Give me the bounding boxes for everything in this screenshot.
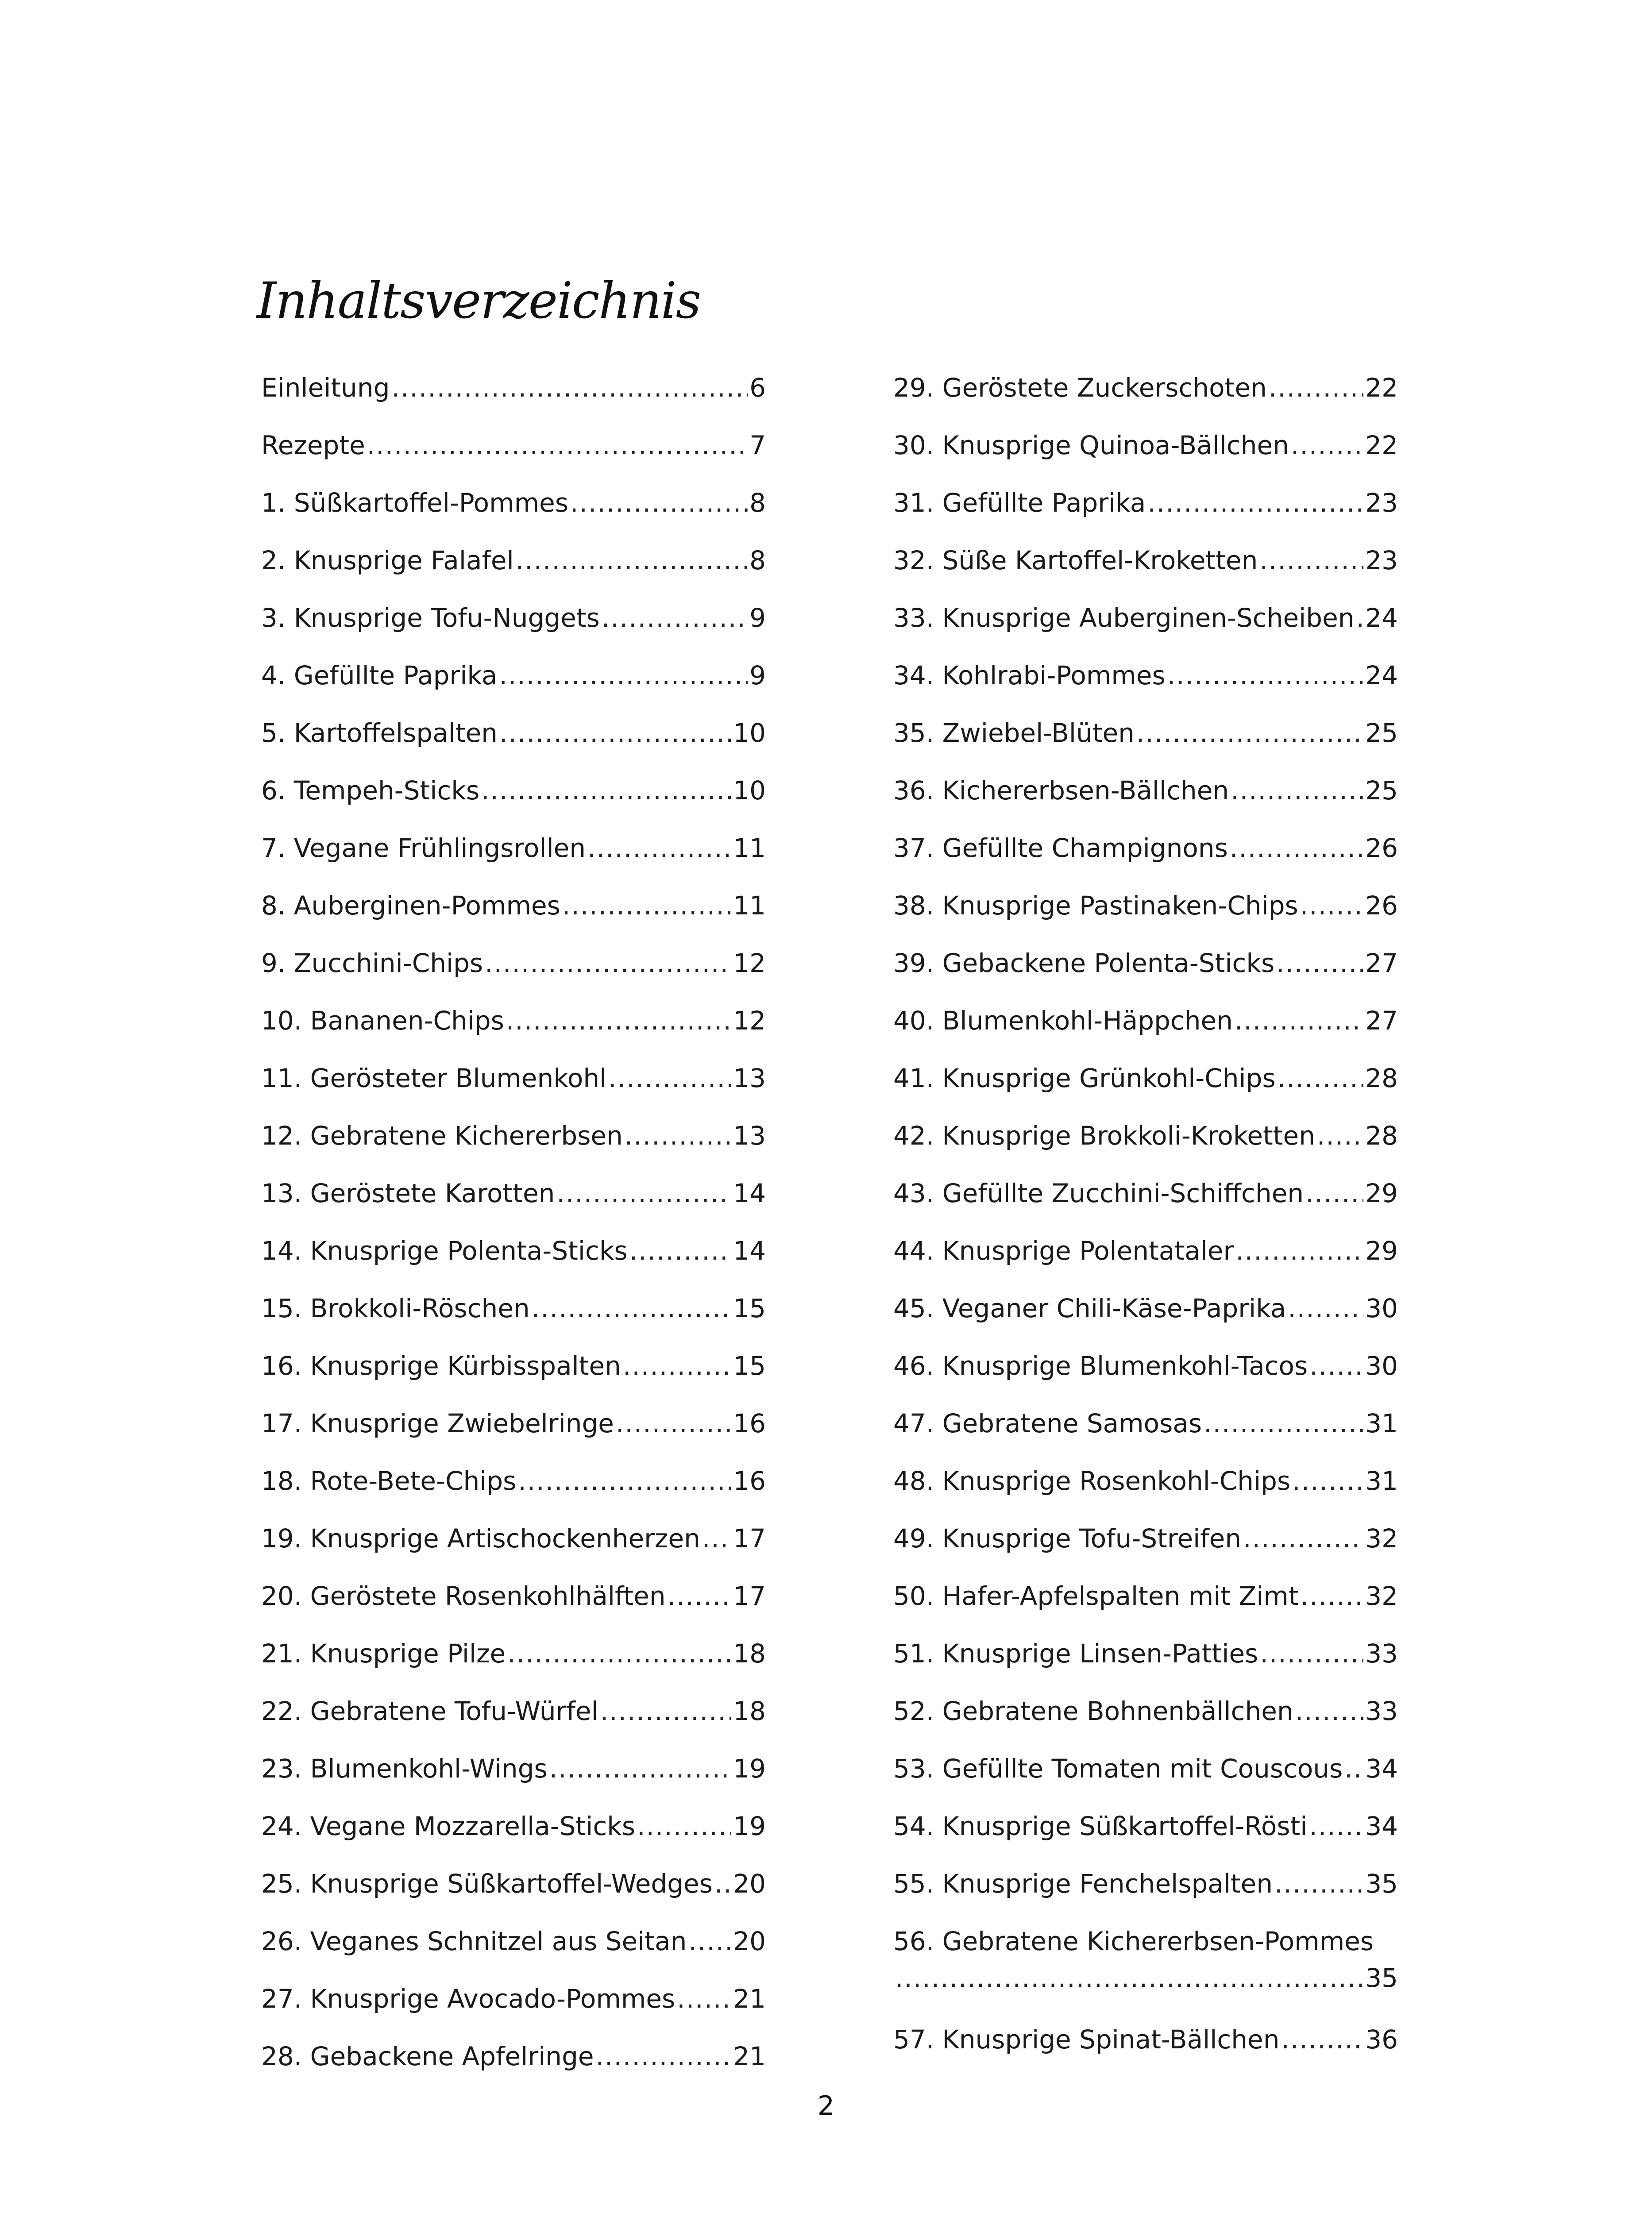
toc-entry[interactable]	[893, 711, 1398, 768]
toc-entry-page: 34	[1365, 1754, 1398, 1784]
page-title: Inhaltsverzeichnis	[257, 272, 701, 330]
toc-entry-title: 40. Blumenkohl-Häppchen	[893, 1006, 1233, 1036]
toc-entry-page: 9	[749, 660, 766, 690]
toc-entry-title: 52. Gebratene Bohnenbällchen	[893, 1696, 1293, 1726]
toc-entry[interactable]	[893, 596, 1398, 653]
toc-entry-title: 56. Gebratene Kichererbsen-Pommes	[893, 1926, 1374, 1956]
toc-dot-leader	[1243, 1516, 1363, 1561]
toc-entry-title: 33. Knusprige Auberginen-Scheiben	[893, 603, 1355, 633]
toc-entry[interactable]	[261, 1516, 766, 1574]
toc-dot-leader	[1269, 366, 1363, 410]
toc-entry[interactable]	[893, 2017, 1398, 2075]
toc-entry[interactable]	[893, 366, 1398, 423]
toc-entry-page: 30	[1365, 1293, 1398, 1323]
toc-entry[interactable]	[261, 1459, 766, 1516]
toc-dot-leader	[668, 1574, 732, 1618]
toc-dot-leader	[1235, 1229, 1363, 1273]
toc-dot-leader	[714, 1862, 731, 1906]
toc-entry-title: 30. Knusprige Quinoa-Bällchen	[893, 430, 1289, 460]
toc-entry-page: 11	[733, 833, 766, 863]
toc-dot-leader	[602, 596, 748, 640]
toc-dot-leader	[1305, 1171, 1363, 1215]
toc-entry[interactable]	[261, 1689, 766, 1746]
toc-entry-page: 10	[733, 718, 766, 748]
toc-entry-title: 39. Gebackene Polenta-Sticks	[893, 948, 1275, 978]
toc-entry-page: 32	[1365, 1523, 1398, 1554]
toc-entry-page: 21	[733, 1984, 766, 2014]
toc-dot-leader	[895, 1958, 1363, 1998]
toc-entry-page: 7	[749, 430, 766, 460]
toc-dot-leader	[600, 1689, 731, 1733]
toc-entry-page: 23	[1365, 545, 1398, 575]
toc-entry[interactable]	[261, 1804, 766, 1862]
toc-entry[interactable]	[893, 826, 1398, 883]
toc-dot-leader	[1295, 1689, 1363, 1733]
toc-entry[interactable]	[261, 653, 766, 711]
toc-dot-leader	[1291, 423, 1363, 467]
toc-dot-leader	[532, 1286, 731, 1330]
toc-entry-page: 17	[733, 1523, 766, 1554]
toc-entry-title: 31. Gefüllte Paprika	[893, 488, 1146, 518]
toc-dot-leader	[1309, 1344, 1363, 1388]
toc-entry-title: 48. Knusprige Rosenkohl-Chips	[893, 1466, 1291, 1496]
toc-entry-page: 24	[1365, 660, 1398, 690]
toc-dot-leader	[1274, 1862, 1363, 1906]
toc-entry[interactable]	[261, 1746, 766, 1804]
toc-dot-leader	[616, 1401, 731, 1446]
toc-column-left	[261, 366, 766, 2092]
toc-entry-title: 27. Knusprige Avocado-Pommes	[261, 1984, 675, 2014]
toc-entry-title: 1. Süßkartoffel-Pommes	[261, 488, 569, 518]
toc-entry[interactable]	[893, 1862, 1398, 1919]
toc-dot-leader	[562, 883, 731, 928]
toc-entry-page: 35	[1365, 1963, 1398, 1993]
toc-entry-page: 21	[733, 2041, 766, 2071]
toc-entry-page: 33	[1365, 1639, 1398, 1669]
toc-dot-leader	[1231, 768, 1363, 813]
toc-column-right	[893, 366, 1398, 2075]
toc-entry-page: 12	[733, 1006, 766, 1036]
toc-entry[interactable]	[261, 596, 766, 653]
toc-entry-title: 11. Gerösteter Blumenkohl	[261, 1063, 607, 1093]
toc-entry[interactable]	[893, 1459, 1398, 1516]
toc-entry[interactable]	[261, 1171, 766, 1229]
toc-entry-page: 28	[1365, 1063, 1398, 1093]
toc-entry-page: 34	[1365, 1811, 1398, 1841]
toc-dot-leader	[485, 941, 731, 985]
toc-entry-page: 11	[733, 891, 766, 921]
toc-entry-page: 26	[1365, 833, 1398, 863]
toc-entry-title: 36. Kichererbsen-Bällchen	[893, 775, 1229, 806]
toc-entry[interactable]	[893, 1919, 1398, 2017]
toc-entry[interactable]	[261, 423, 766, 481]
toc-entry-title: 16. Knusprige Kürbisspalten	[261, 1351, 621, 1381]
toc-entry-title: 13. Geröstete Karotten	[261, 1178, 555, 1208]
toc-entry-title: 47. Gebratene Samosas	[893, 1408, 1202, 1438]
toc-entry[interactable]	[893, 999, 1398, 1056]
toc-dot-leader	[688, 1919, 731, 1963]
toc-entry-page: 16	[733, 1408, 766, 1438]
toc-entry-title: 41. Knusprige Grünkohl-Chips	[893, 1063, 1276, 1093]
toc-entry-page: 19	[733, 1754, 766, 1784]
toc-dot-leader	[1292, 1459, 1363, 1503]
toc-entry-page: 27	[1365, 1006, 1398, 1036]
toc-entry-page: 10	[733, 775, 766, 806]
toc-dot-leader	[499, 711, 731, 755]
toc-entry[interactable]	[893, 1056, 1398, 1114]
toc-entry[interactable]	[893, 768, 1398, 826]
toc-entry-title: 5. Kartoffelspalten	[261, 718, 498, 748]
toc-dot-leader	[587, 826, 731, 870]
toc-entry-page: 30	[1365, 1351, 1398, 1381]
toc-entry-page: 24	[1365, 603, 1398, 633]
toc-entry[interactable]	[893, 653, 1398, 711]
toc-entry[interactable]	[893, 1229, 1398, 1286]
toc-entry-title: 45. Veganer Chili-Käse-Paprika	[893, 1293, 1286, 1323]
toc-entry-title: 46. Knusprige Blumenkohl-Tacos	[893, 1351, 1308, 1381]
toc-entry[interactable]	[261, 1574, 766, 1631]
toc-dot-leader	[702, 1516, 731, 1561]
toc-entry-page: 26	[1365, 891, 1398, 921]
toc-entry[interactable]	[893, 1746, 1398, 1804]
toc-entry-page: 19	[733, 1811, 766, 1841]
toc-dot-leader	[1301, 1574, 1364, 1618]
toc-entry[interactable]	[261, 941, 766, 999]
toc-entry-title: 19. Knusprige Artischockenherzen	[261, 1523, 700, 1554]
toc-entry[interactable]	[261, 711, 766, 768]
toc-dot-leader	[1167, 653, 1363, 698]
toc-entry-page: 17	[733, 1581, 766, 1611]
toc-entry[interactable]	[893, 1631, 1398, 1689]
toc-entry[interactable]	[261, 1919, 766, 1977]
toc-entry[interactable]	[893, 1114, 1398, 1171]
toc-entry[interactable]	[261, 1229, 766, 1286]
toc-dot-leader	[392, 366, 748, 410]
toc-dot-leader	[516, 538, 748, 582]
toc-entry[interactable]	[893, 883, 1398, 941]
toc-entry-title: 35. Zwiebel-Blüten	[893, 718, 1135, 748]
toc-dot-leader	[506, 999, 731, 1043]
toc-entry[interactable]	[261, 826, 766, 883]
toc-entry-page: 13	[733, 1063, 766, 1093]
toc-entry-page: 13	[733, 1121, 766, 1151]
toc-entry[interactable]	[893, 1344, 1398, 1401]
toc-entry-title: 37. Gefüllte Champignons	[893, 833, 1228, 863]
toc-entry-title: 25. Knusprige Süßkartoffel-Wedges	[261, 1869, 713, 1899]
toc-entry[interactable]	[893, 1804, 1398, 1862]
toc-dot-leader	[499, 653, 748, 698]
page-number: 2	[817, 2090, 835, 2121]
toc-entry-title: 20. Geröstete Rosenkohlhälften	[261, 1581, 666, 1611]
toc-entry-page: 8	[749, 545, 766, 575]
toc-entry[interactable]	[261, 883, 766, 941]
toc-entry-title: 14. Knusprige Polenta-Sticks	[261, 1236, 628, 1266]
toc-entry[interactable]	[261, 768, 766, 826]
toc-entry-title: 23. Blumenkohl-Wings	[261, 1754, 548, 1784]
toc-entry-page: 14	[733, 1236, 766, 1266]
toc-dot-leader	[1356, 596, 1364, 640]
toc-dot-leader	[1300, 883, 1363, 928]
toc-entry[interactable]	[261, 1114, 766, 1171]
toc-entry-title: 34. Kohlrabi-Pommes	[893, 660, 1166, 690]
toc-entry[interactable]	[893, 941, 1398, 999]
toc-dot-leader	[629, 1229, 731, 1273]
toc-entry[interactable]	[261, 1056, 766, 1114]
toc-entry-title: 9. Zucchini-Chips	[261, 948, 483, 978]
toc-entry[interactable]	[893, 538, 1398, 596]
toc-entry[interactable]	[893, 481, 1398, 538]
toc-entry[interactable]	[893, 1689, 1398, 1746]
toc-dot-leader	[1344, 1746, 1363, 1791]
toc-dot-leader	[556, 1171, 731, 1215]
toc-dot-leader	[637, 1804, 731, 1848]
toc-entry-page: 6	[749, 373, 766, 403]
toc-entry[interactable]	[893, 1171, 1398, 1229]
toc-dot-leader	[1309, 1804, 1363, 1848]
toc-dot-leader	[677, 1977, 731, 2021]
toc-entry-page: 29	[1365, 1236, 1398, 1266]
toc-entry-page: 15	[733, 1293, 766, 1323]
toc-dot-leader	[570, 481, 748, 525]
toc-entry-page: 15	[733, 1351, 766, 1381]
toc-dot-leader	[1136, 711, 1363, 755]
toc-dot-leader	[1259, 538, 1363, 582]
toc-entry-title: 21. Knusprige Pilze	[261, 1639, 506, 1669]
toc-entry-page: 31	[1365, 1466, 1398, 1496]
toc-entry-title: 28. Gebackene Apfelringe	[261, 2041, 594, 2071]
toc-entry-page: 16	[733, 1466, 766, 1496]
toc-entry-page: 18	[733, 1696, 766, 1726]
toc-entry-page: 20	[733, 1869, 766, 1899]
toc-entry[interactable]	[261, 1862, 766, 1919]
toc-entry-title: 18. Rote-Bete-Chips	[261, 1466, 517, 1496]
toc-entry-page: 20	[733, 1926, 766, 1956]
toc-dot-leader	[518, 1459, 731, 1503]
toc-entry-page: 14	[733, 1178, 766, 1208]
toc-entry-title: 57. Knusprige Spinat-Bällchen	[893, 2024, 1280, 2055]
toc-dot-leader	[1278, 1056, 1364, 1100]
toc-dot-leader	[367, 423, 748, 467]
toc-dot-leader	[1204, 1401, 1363, 1446]
toc-entry-title: 38. Knusprige Pastinaken-Chips	[893, 891, 1298, 921]
toc-entry-title: 3. Knusprige Tofu-Nuggets	[261, 603, 600, 633]
toc-entry-title: 24. Vegane Mozzarella-Sticks	[261, 1811, 636, 1841]
toc-entry-title: 12. Gebratene Kichererbsen	[261, 1121, 623, 1151]
toc-entry-title: 22. Gebratene Tofu-Würfel	[261, 1696, 598, 1726]
toc-entry-page: 28	[1365, 1121, 1398, 1151]
toc-entry-page: 29	[1365, 1178, 1398, 1208]
toc-entry[interactable]	[261, 1631, 766, 1689]
toc-entry-title: 26. Veganes Schnitzel aus Seitan	[261, 1926, 687, 1956]
toc-entry[interactable]	[261, 366, 766, 423]
toc-entry-page: 32	[1365, 1581, 1398, 1611]
toc-entry-title: 7. Vegane Frühlingsrollen	[261, 833, 586, 863]
toc-dot-leader	[623, 1344, 731, 1388]
toc-entry-page: 27	[1365, 948, 1398, 978]
toc-entry-title: 53. Gefüllte Tomaten mit Couscous	[893, 1754, 1343, 1784]
toc-entry[interactable]	[893, 1516, 1398, 1574]
toc-dot-leader	[1147, 481, 1363, 525]
toc-entry[interactable]	[893, 1574, 1398, 1631]
toc-entry[interactable]	[261, 1401, 766, 1459]
toc-entry-title: 2. Knusprige Falafel	[261, 545, 514, 575]
toc-dot-leader	[596, 2034, 732, 2078]
toc-entry-page: 35	[1365, 1869, 1398, 1899]
toc-entry-title: 15. Brokkoli-Röschen	[261, 1293, 530, 1323]
toc-entry-page: 8	[749, 488, 766, 518]
toc-entry[interactable]	[261, 1344, 766, 1401]
toc-entry-continuation	[893, 1958, 1398, 1998]
toc-entry-page: 18	[733, 1639, 766, 1669]
toc-entry-page: 31	[1365, 1408, 1398, 1438]
toc-entry-title: 10. Bananen-Chips	[261, 1006, 504, 1036]
toc-entry-title: 8. Auberginen-Pommes	[261, 891, 560, 921]
toc-entry-title: Einleitung	[261, 373, 390, 403]
toc-entry-page: 36	[1365, 2024, 1398, 2055]
toc-dot-leader	[1281, 2017, 1363, 2062]
toc-entry-title: 32. Süße Kartoffel-Kroketten	[893, 545, 1258, 575]
toc-dot-leader	[625, 1114, 731, 1158]
toc-entry-page: 12	[733, 948, 766, 978]
toc-dot-leader	[1230, 826, 1363, 870]
toc-dot-leader	[481, 768, 731, 813]
toc-entry[interactable]	[261, 2034, 766, 2092]
toc-entry-page: 22	[1365, 430, 1398, 460]
toc-entry-page: 23	[1365, 488, 1398, 518]
toc-entry-title: 44. Knusprige Polentataler	[893, 1236, 1234, 1266]
toc-dot-leader	[1235, 999, 1363, 1043]
toc-entry-page: 22	[1365, 373, 1398, 403]
toc-entry[interactable]	[893, 423, 1398, 481]
toc-dot-leader	[1317, 1114, 1363, 1158]
toc-entry-title: 17. Knusprige Zwiebelringe	[261, 1408, 614, 1438]
toc-dot-leader	[1276, 941, 1363, 985]
toc-entry-title: 49. Knusprige Tofu-Streifen	[893, 1523, 1242, 1554]
toc-entry-title: 50. Hafer-Apfelspalten mit Zimt	[893, 1581, 1299, 1611]
toc-entry[interactable]	[261, 538, 766, 596]
toc-entry-title: 42. Knusprige Brokkoli-Kroketten	[893, 1121, 1315, 1151]
toc-dot-leader	[1288, 1286, 1363, 1330]
toc-entry-page: 33	[1365, 1696, 1398, 1726]
toc-dot-leader	[1260, 1631, 1363, 1676]
toc-entry-page: 9	[749, 603, 766, 633]
toc-entry-page: 25	[1365, 718, 1398, 748]
toc-entry-title: 54. Knusprige Süßkartoffel-Rösti	[893, 1811, 1308, 1841]
toc-entry-title: 6. Tempeh-Sticks	[261, 775, 480, 806]
toc-entry[interactable]	[261, 1977, 766, 2034]
toc-entry[interactable]	[261, 999, 766, 1056]
toc-dot-leader	[549, 1746, 731, 1791]
toc-entry-title: Rezepte	[261, 430, 365, 460]
toc-entry[interactable]	[261, 481, 766, 538]
toc-dot-leader	[608, 1056, 731, 1100]
toc-entry-title: 43. Gefüllte Zucchini-Schiffchen	[893, 1178, 1304, 1208]
toc-entry[interactable]	[893, 1401, 1398, 1459]
toc-entry-page: 25	[1365, 775, 1398, 806]
toc-entry[interactable]	[893, 1286, 1398, 1344]
toc-entry-title: 4. Gefüllte Paprika	[261, 660, 498, 690]
toc-entry[interactable]	[261, 1286, 766, 1344]
toc-entry-title: 55. Knusprige Fenchelspalten	[893, 1869, 1273, 1899]
toc-entry-title: 29. Geröstete Zuckerschoten	[893, 373, 1267, 403]
toc-entry-title: 51. Knusprige Linsen-Patties	[893, 1639, 1258, 1669]
toc-dot-leader	[507, 1631, 731, 1676]
